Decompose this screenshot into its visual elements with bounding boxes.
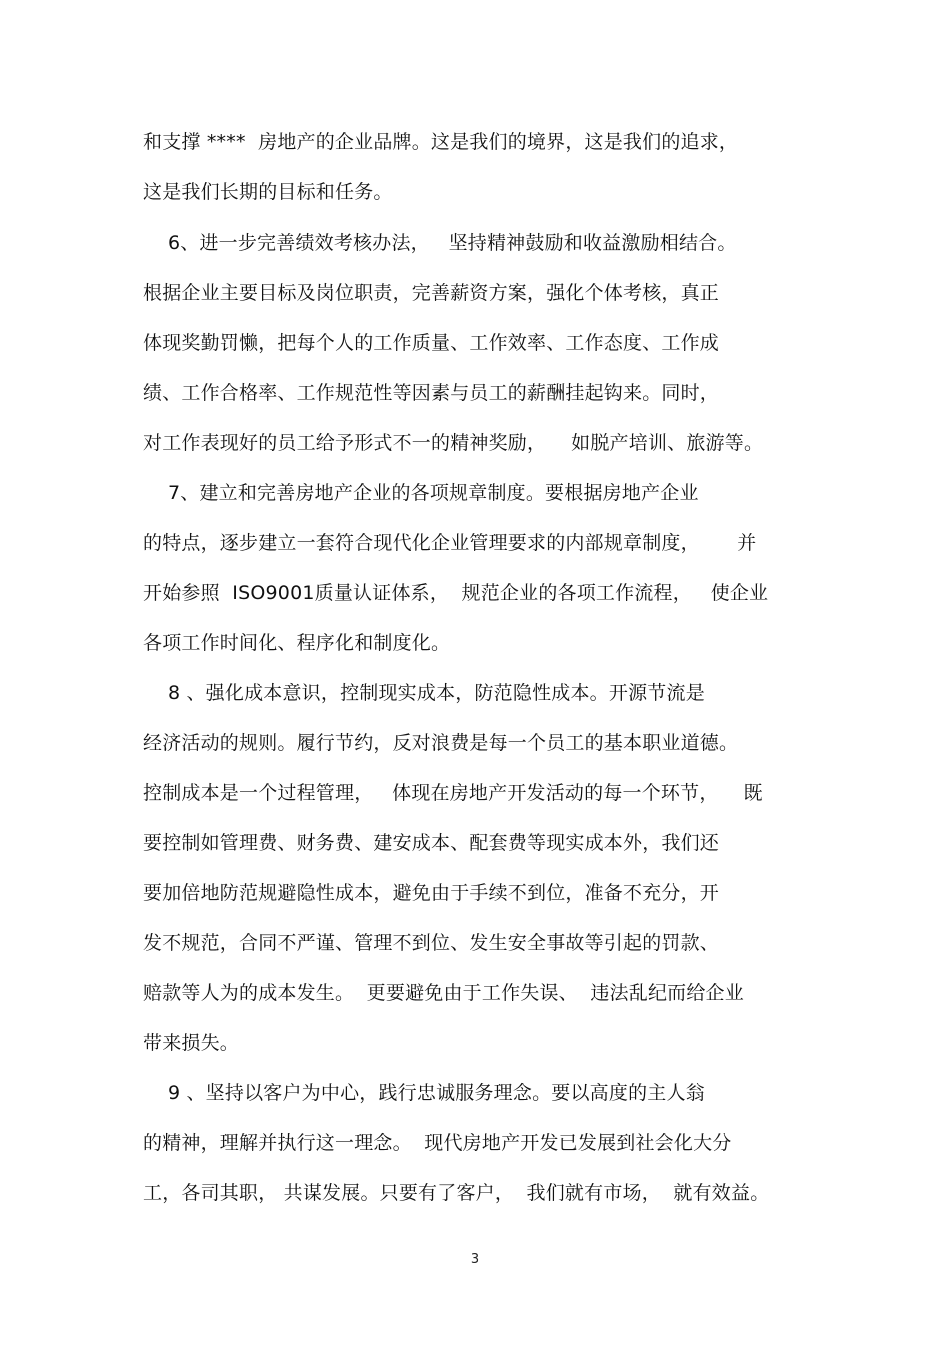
text-line: 和支撑 **** 房地产的企业品牌。这是我们的境界，这是我们的追求， [143,131,739,153]
text-line: 的特点，逐步建立一套符合现代化企业管理要求的内部规章制度， 并 [143,532,757,554]
text-line: 开始参照 ISO9001质量认证体系， 规范企业的各项工作流程， 使企业 [143,582,769,604]
page-number: 3 [470,1252,480,1267]
text-line: 8 、强化成本意识，控制现实成本，防范隐性成本。开源节流是 [143,682,705,704]
text-line: 经济活动的规则。履行节约，反对浪费是每一个员工的基本职业道德。 [143,732,739,754]
text-line: 控制成本是一个过程管理， 体现在房地产开发活动的每一个环节， 既 [143,782,763,804]
text-line: 6、进一步完善绩效考核办法， 坚持精神鼓励和收益激励相结合。 [143,232,737,254]
text-line: 赔款等人为的成本发生。 更要避免由于工作失误、 违法乱纪而给企业 [143,982,744,1004]
text-line: 发不规范，合同不严谨、管理不到位、发生安全事故等引起的罚款、 [143,932,720,954]
text-line: 要控制如管理费、财务费、建安成本、配套费等现实成本外，我们还 [143,832,720,854]
text-line: 要加倍地防范规避隐性成本，避免由于手续不到位，准备不充分，开 [143,882,720,904]
text-line: 9 、坚持以客户为中心，践行忠诚服务理念。要以高度的主人翁 [143,1082,705,1104]
text-line: 体现奖勤罚懒，把每个人的工作质量、工作效率、工作态度、工作成 [143,332,720,354]
text-line: 绩、工作合格率、工作规范性等因素与员工的薪酬挂起钩来。同时， [143,382,720,404]
text-line: 这是我们长期的目标和任务。 [143,181,393,203]
text-line: 工，各司其职， 共谋发展。只要有了客户， 我们就有市场， 就有效益。 [143,1182,770,1204]
text-line: 对工作表现好的员工给予形式不一的精神奖励， 如脱产培训、旅游等。 [143,432,764,454]
text-line: 各项工作时间化、程序化和制度化。 [143,632,451,654]
text-line: 根据企业主要目标及岗位职责，完善薪资方案，强化个体考核，真正 [143,282,720,304]
text-line: 的精神，理解并执行这一理念。 现代房地产开发已发展到社会化大分 [143,1132,732,1154]
text-line: 带来损失。 [143,1032,240,1054]
text-line: 7、建立和完善房地产企业的各项规章制度。要根据房地产企业 [143,482,699,504]
